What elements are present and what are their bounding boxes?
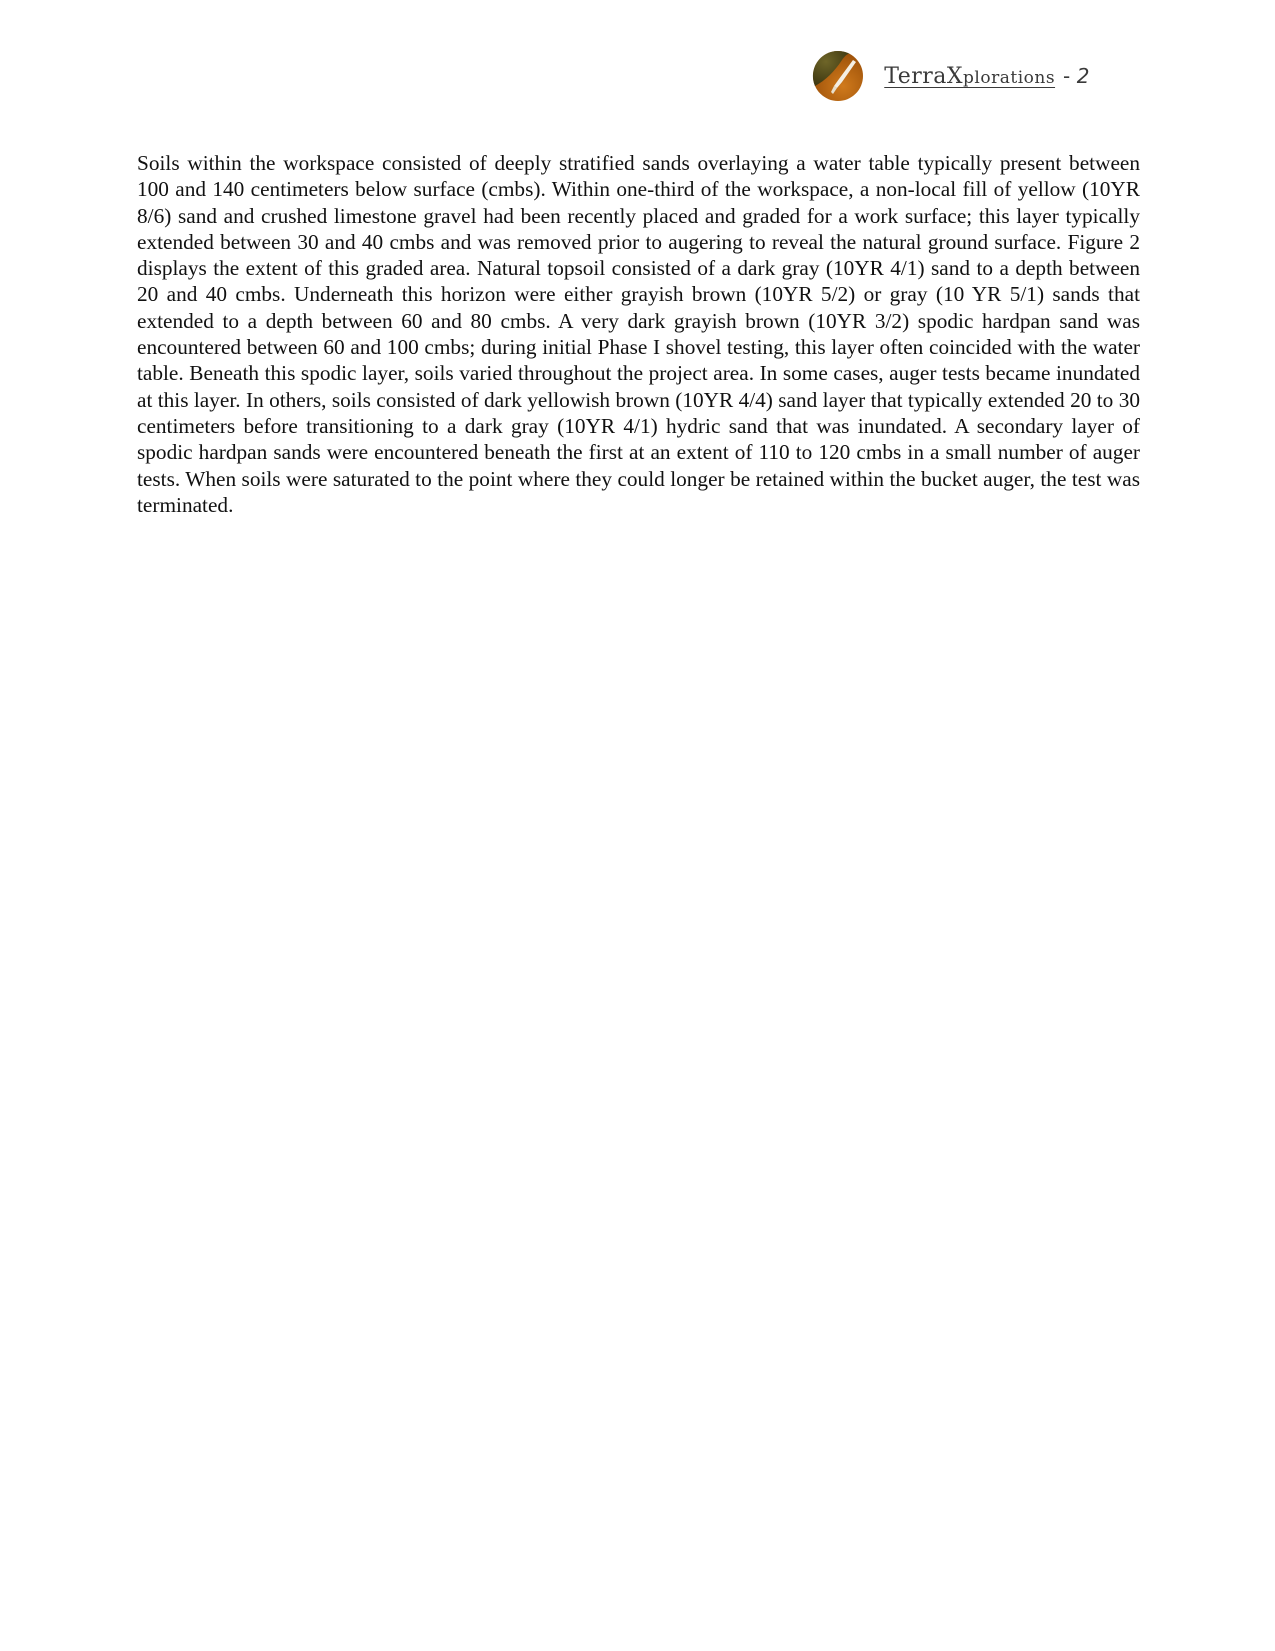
terraxplorations-logo-icon [812, 50, 864, 102]
page-header [812, 50, 1090, 102]
brand-main: TerraX [884, 63, 964, 89]
brand-rest: plorations [963, 67, 1056, 88]
header-text [884, 64, 1090, 89]
page-separator: - [1063, 63, 1071, 88]
body-paragraph: Soils within the workspace consisted of deeply stratified sands overlaying a water table typically present between 100 and 140 centimeters below surface (cmbs). Within one-third of the workspace, a non-local fill of yellow (10YR 8/6) sand and crushed limestone gravel had been recently placed and graded for a work surface; this layer typically extended between 30 and 40 cmbs and was removed prior to augering to reveal the natural ground surface. Figure 2 displays the extent of this graded area. Natural topsoil consisted of a dark gray (10YR 4/1) sand to a depth between 20 and 40 cmbs. Underneath this horizon were either grayish brown (10YR 5/2) or gray (10 YR 5/1) sands that extended to a depth between 60 and 80 cmbs. A very dark grayish brown (10YR 3/2) spodic hardpan sand was encountered between 60 and 100 cmbs; during initial Phase I shovel testing, this layer often coincided with the water table. Beneath this spodic layer, soils varied throughout the project area. In some cases, auger tests became inundated at this layer. In others, soils consisted of dark yellowish brown (10YR 4/4) sand layer that typically extended 20 to 30 centimeters before transitioning to a dark gray (10YR 4/1) hydric sand that was inundated. A secondary layer of spodic hardpan sands were encountered beneath the first at an extent of 110 to 120 cmbs in a small number of auger tests. When soils were saturated to the point where they could longer be retained within the bucket auger, the test was terminated. [137, 151, 1140, 517]
brand-name [884, 64, 1055, 89]
page-number: 2 [1076, 63, 1090, 88]
